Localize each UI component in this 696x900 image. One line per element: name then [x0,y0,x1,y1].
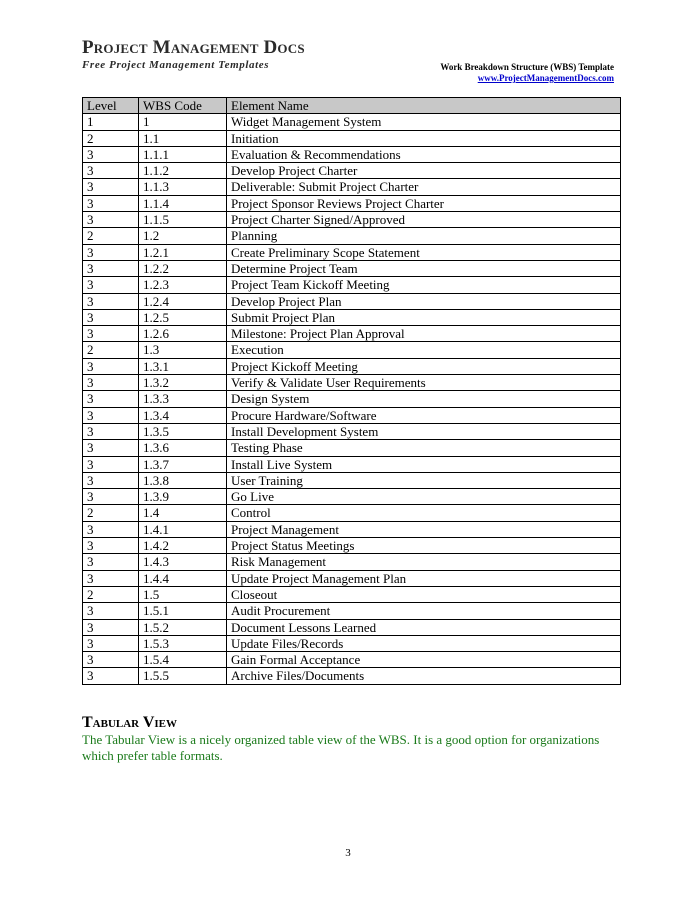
cell-element-name: Project Management [227,521,621,537]
cell-element-name: Create Preliminary Scope Statement [227,244,621,260]
cell-level: 3 [83,652,139,668]
cell-level: 3 [83,521,139,537]
cell-element-name: Closeout [227,586,621,602]
cell-level: 3 [83,195,139,211]
table-row [83,114,621,130]
table-row [83,277,621,293]
cell-level: 2 [83,130,139,146]
cell-wbs-code: 1 [139,114,227,130]
cell-level: 3 [83,293,139,309]
cell-wbs-code: 1.4.4 [139,570,227,586]
cell-element-name: Control [227,505,621,521]
cell-wbs-code: 1.3.9 [139,489,227,505]
cell-level: 3 [83,619,139,635]
table-row [83,538,621,554]
cell-element-name: Risk Management [227,554,621,570]
cell-level: 3 [83,472,139,488]
cell-wbs-code: 1.5.5 [139,668,227,684]
cell-wbs-code: 1.5.3 [139,635,227,651]
cell-wbs-code: 1.1.5 [139,212,227,228]
table-row [83,342,621,358]
cell-element-name: Submit Project Plan [227,309,621,325]
cell-wbs-code: 1.2.6 [139,326,227,342]
cell-element-name: Execution [227,342,621,358]
cell-wbs-code: 1.3.1 [139,358,227,374]
table-row [83,391,621,407]
table-row [83,570,621,586]
table-row [83,603,621,619]
table-row [83,586,621,602]
cell-level: 2 [83,505,139,521]
cell-level: 3 [83,635,139,651]
cell-wbs-code: 1.5.4 [139,652,227,668]
cell-level: 3 [83,489,139,505]
cell-level: 3 [83,260,139,276]
cell-wbs-code: 1.3.3 [139,391,227,407]
cell-wbs-code: 1.1.3 [139,179,227,195]
cell-wbs-code: 1.4.3 [139,554,227,570]
cell-wbs-code: 1.2.3 [139,277,227,293]
page-header [440,62,614,84]
cell-level: 3 [83,146,139,162]
cell-level: 3 [83,456,139,472]
cell-level: 3 [83,326,139,342]
cell-level: 2 [83,586,139,602]
cell-element-name: Install Development System [227,423,621,439]
cell-element-name: Gain Formal Acceptance [227,652,621,668]
cell-level: 3 [83,668,139,684]
cell-level: 3 [83,163,139,179]
cell-element-name: Initiation [227,130,621,146]
cell-element-name: Design System [227,391,621,407]
table-row [83,619,621,635]
cell-wbs-code: 1.5.1 [139,603,227,619]
cell-element-name: User Training [227,472,621,488]
cell-element-name: Document Lessons Learned [227,619,621,635]
cell-level: 3 [83,244,139,260]
table-row [83,407,621,423]
cell-level: 3 [83,423,139,439]
cell-element-name: Project Charter Signed/Approved [227,212,621,228]
table-row [83,635,621,651]
cell-wbs-code: 1.3 [139,342,227,358]
logo [82,38,305,71]
cell-element-name: Widget Management System [227,114,621,130]
cell-element-name: Project Status Meetings [227,538,621,554]
table-body [83,114,621,684]
cell-wbs-code: 1.3.5 [139,423,227,439]
table-row [83,163,621,179]
table-row [83,652,621,668]
column-header-level: Level [83,98,139,114]
table-row [83,326,621,342]
cell-element-name: Install Live System [227,456,621,472]
cell-wbs-code: 1.5 [139,586,227,602]
cell-wbs-code: 1.4.2 [139,538,227,554]
cell-level: 2 [83,228,139,244]
wbs-table [82,97,621,685]
table-row [83,309,621,325]
cell-element-name: Develop Project Charter [227,163,621,179]
cell-element-name: Update Files/Records [227,635,621,651]
cell-element-name: Update Project Management Plan [227,570,621,586]
table-row [83,521,621,537]
section-body: The Tabular View is a nicely organized table view of the WBS. It is a good option for organizations which prefer table formats. [82,732,600,763]
cell-wbs-code: 1.2 [139,228,227,244]
cell-wbs-code: 1.1.1 [139,146,227,162]
cell-level: 3 [83,212,139,228]
table-row [83,456,621,472]
table-row [83,440,621,456]
cell-element-name: Go Live [227,489,621,505]
table-row [83,489,621,505]
cell-element-name: Project Kickoff Meeting [227,358,621,374]
cell-wbs-code: 1.3.6 [139,440,227,456]
page-number: 3 [345,847,351,859]
cell-wbs-code: 1.1.4 [139,195,227,211]
table-row [83,668,621,684]
cell-level: 3 [83,554,139,570]
table-row [83,195,621,211]
cell-wbs-code: 1.2.4 [139,293,227,309]
cell-level: 3 [83,277,139,293]
table-row [83,358,621,374]
cell-element-name: Milestone: Project Plan Approval [227,326,621,342]
cell-level: 3 [83,179,139,195]
cell-element-name: Develop Project Plan [227,293,621,309]
cell-wbs-code: 1.2.1 [139,244,227,260]
cell-wbs-code: 1.3.7 [139,456,227,472]
logo-title: Project Management Docs [82,37,305,58]
cell-level: 1 [83,114,139,130]
column-header-wbs-code: WBS Code [139,98,227,114]
cell-element-name: Archive Files/Documents [227,668,621,684]
cell-element-name: Verify & Validate User Requirements [227,375,621,391]
cell-level: 3 [83,603,139,619]
cell-element-name: Audit Procurement [227,603,621,619]
cell-element-name: Project Team Kickoff Meeting [227,277,621,293]
table-row [83,244,621,260]
table-row [83,260,621,276]
cell-wbs-code: 1.4 [139,505,227,521]
cell-wbs-code: 1.1.2 [139,163,227,179]
cell-wbs-code: 1.2.2 [139,260,227,276]
cell-wbs-code: 1.3.4 [139,407,227,423]
table-row [83,375,621,391]
logo-subtitle: Free Project Management Templates [82,59,270,71]
cell-level: 3 [83,309,139,325]
cell-wbs-code: 1.3.2 [139,375,227,391]
cell-wbs-code: 1.5.2 [139,619,227,635]
table-row [83,423,621,439]
cell-level: 3 [83,570,139,586]
cell-level: 2 [83,342,139,358]
table-row [83,146,621,162]
table-row [83,212,621,228]
website-link[interactable]: www.ProjectManagementDocs.com [477,73,614,83]
cell-element-name: Determine Project Team [227,260,621,276]
cell-element-name: Planning [227,228,621,244]
table-row [83,472,621,488]
table-header-row [83,98,621,114]
cell-element-name: Evaluation & Recommendations [227,146,621,162]
cell-element-name: Procure Hardware/Software [227,407,621,423]
cell-element-name: Project Sponsor Reviews Project Charter [227,195,621,211]
cell-level: 3 [83,440,139,456]
cell-wbs-code: 1.1 [139,130,227,146]
cell-level: 3 [83,391,139,407]
doc-title: Work Breakdown Structure (WBS) Template [440,62,614,72]
cell-element-name: Deliverable: Submit Project Charter [227,179,621,195]
table-row [83,554,621,570]
cell-level: 3 [83,538,139,554]
cell-level: 3 [83,407,139,423]
table-row [83,130,621,146]
cell-wbs-code: 1.3.8 [139,472,227,488]
section-title: Tabular View [82,714,178,731]
cell-level: 3 [83,375,139,391]
table-row [83,293,621,309]
cell-element-name: Testing Phase [227,440,621,456]
cell-wbs-code: 1.2.5 [139,309,227,325]
table-row [83,505,621,521]
table-row [83,228,621,244]
column-header-element-name: Element Name [227,98,621,114]
cell-wbs-code: 1.4.1 [139,521,227,537]
table-row [83,179,621,195]
cell-level: 3 [83,358,139,374]
